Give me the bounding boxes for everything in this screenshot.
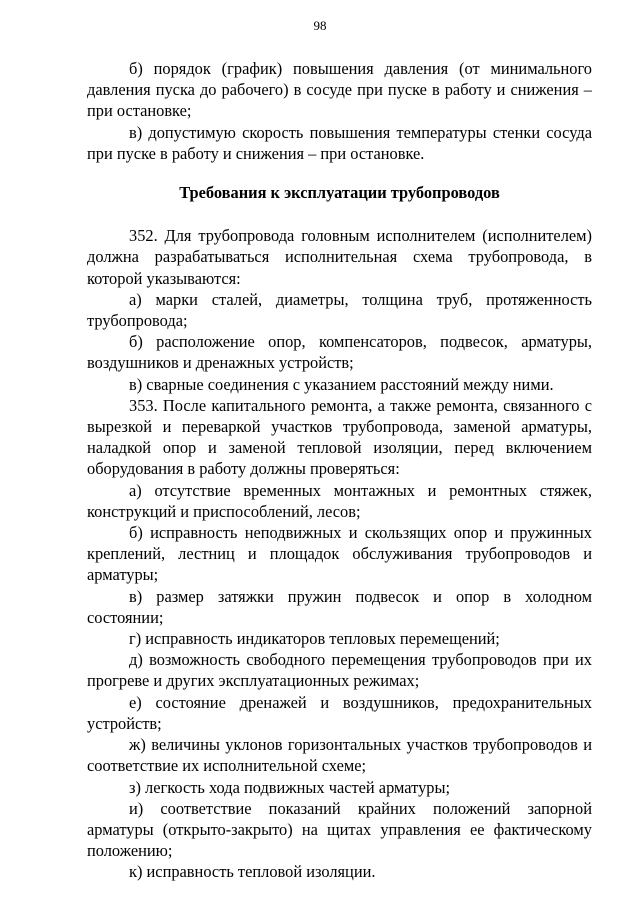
paragraph-352: 352. Для трубопровода головным исполнителем (исполнителем) должна разрабатываться исполнительная схема трубопровода, в которой указываются: <box>87 226 592 288</box>
list-item: в) размер затяжки пружин подвесок и опор в холодном состоянии; <box>87 586 592 627</box>
paragraph-353: 353. После капитального ремонта, а также ремонта, связанного с вырезкой и переваркой участков трубопровода, заменой арматуры, наладкой опор и заменой тепловой изоляции, перед включением оборудования в работу должны проверяться: <box>87 395 592 479</box>
list-item: а) марки сталей, диаметры, толщина труб, протяженность трубопровода; <box>87 289 592 331</box>
page-number: 98 <box>313 18 327 33</box>
list-item: е) состояние дренажей и воздушников, предохранительных устройств; <box>87 692 592 733</box>
list-item: в) сварные соединения с указанием расстояний между ними. <box>129 374 554 394</box>
list-item: б) расположение опор, компенсаторов, подвесок, арматуры, воздушников и дренажных устройств; <box>87 332 592 373</box>
list-item: г) исправность индикаторов тепловых перемещений; <box>129 629 500 649</box>
list-item: а) отсутствие временных монтажных и ремонтных стяжек, конструкций и приспособлений, лесов; <box>87 480 592 521</box>
list-item: и) соответствие показаний крайних положений запорной арматуры (открыто-закрыто) на щитах управления ее фактическому положению; <box>87 798 592 861</box>
section-heading: Требования к эксплуатации трубопроводов <box>179 183 500 203</box>
list-item: д) возможность свободного перемещения трубопроводов при их прогреве и других эксплуатационных режимах; <box>87 650 592 691</box>
paragraph-b-pressure-schedule: б) порядок (график) повышения давления (от минимального давления пуска до рабочего) в сосуде при пуске в работу и снижения – при остановке; <box>87 59 592 121</box>
paragraph-v-temperature-rate: в) допустимую скорость повышения температуры стенки сосуда при пуске в работу и снижения – при остановке. <box>87 122 592 163</box>
list-item: б) исправность неподвижных и скользящих опор и пружинных креплений, лестниц и площадок обслуживания трубопроводов и арматуры; <box>87 523 592 585</box>
list-item: з) легкость хода подвижных частей арматуры; <box>129 777 451 797</box>
list-item: к) исправность тепловой изоляции. <box>129 862 376 882</box>
list-item: ж) величины уклонов горизонтальных участков трубопроводов и соответствие их исполнительной схеме; <box>87 735 592 776</box>
document-body <box>87 58 592 883</box>
